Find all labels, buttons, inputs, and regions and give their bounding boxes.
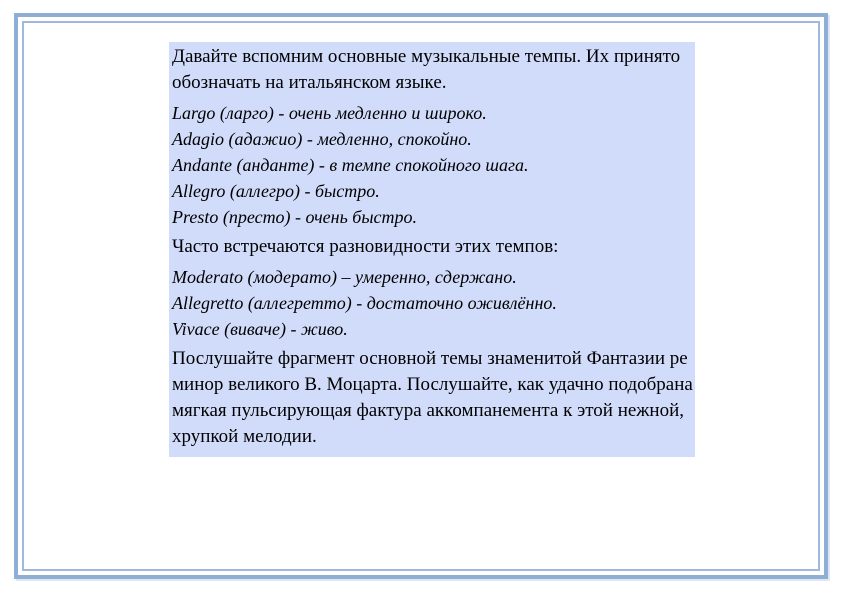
tempo-vivace: Vivace (виваче) - живо. [172, 319, 348, 339]
tempo-allegretto: Allegretto (аллегретто) - достаточно оживлённо. [172, 293, 557, 313]
tempo-largo: Largo (ларго) - очень медленно и широко. [172, 103, 487, 123]
tempo-andante: Andante (анданте) - в темпе спокойного шага. [172, 155, 529, 175]
text-block [169, 42, 695, 457]
tempo-moderato: Moderato (модерато) – умеренно, сдержано. [172, 267, 517, 287]
closing-paragraph: Послушайте фрагмент основной темы знаменитой Фантазии ре минор великого В. Моцарта. Послушайте, как удачно подобрана мягкая пульсирующая фактура аккомпанемента к этой нежной, хрупкой мелодии. [172, 348, 693, 447]
variants-intro-paragraph: Часто встречаются разновидности этих темпов: [172, 236, 559, 257]
main-tempos-list [172, 100, 693, 230]
tempo-allegro: Allegro (аллегро) - быстро. [172, 181, 380, 201]
variant-tempos-list [172, 264, 693, 342]
tempo-adagio: Adagio (адажио) - медленно, спокойно. [172, 129, 472, 149]
intro-paragraph: Давайте вспомним основные музыкальные темпы. Их принято обозначать на итальянском языке. [172, 46, 681, 93]
tempo-presto: Presto (престо) - очень быстро. [172, 207, 418, 227]
